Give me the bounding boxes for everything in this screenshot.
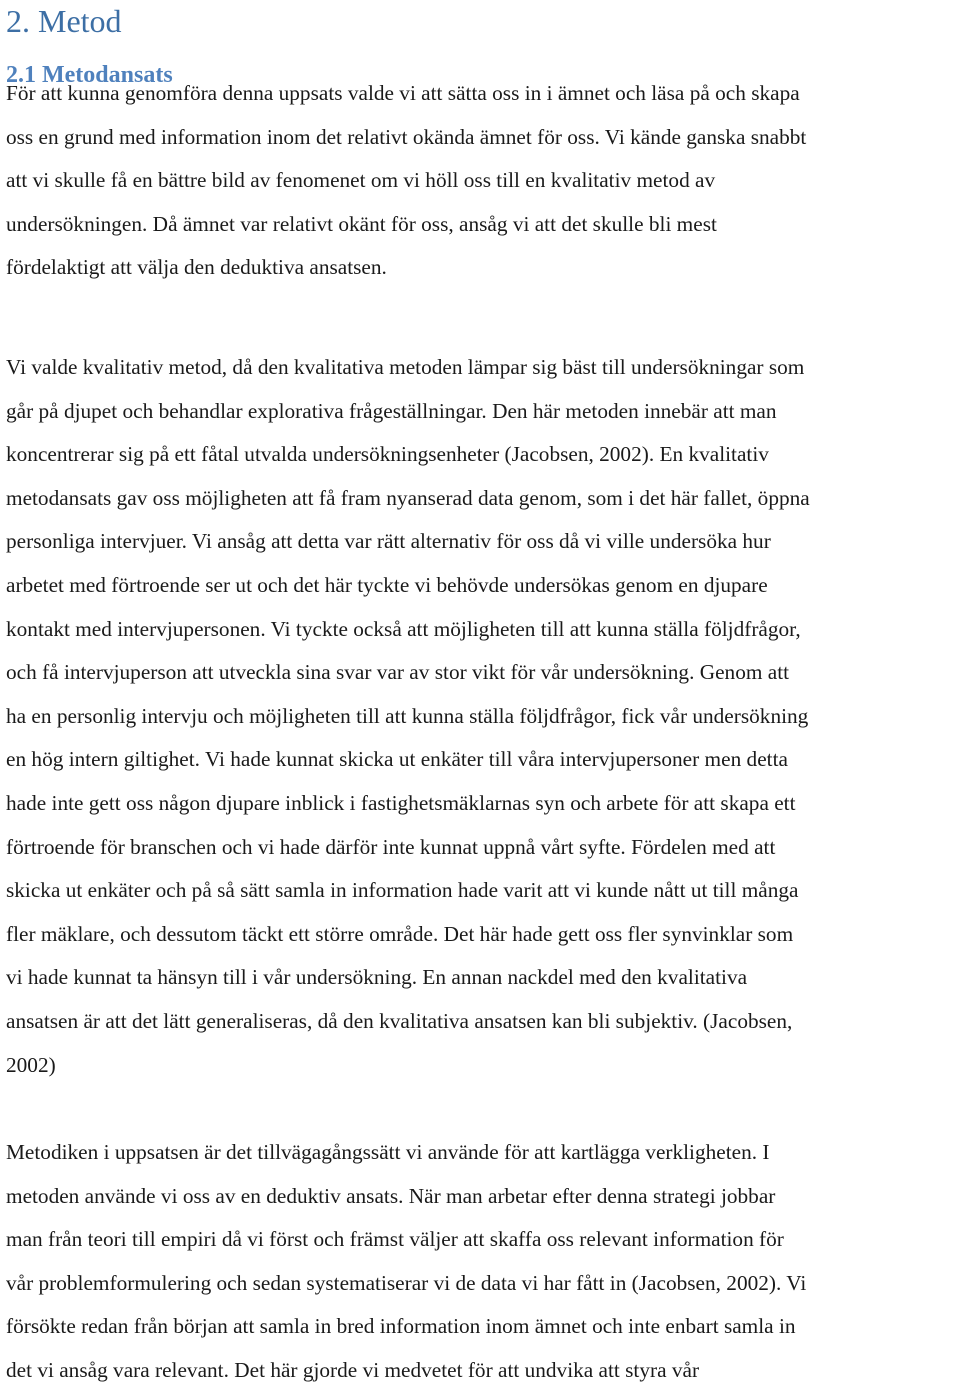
paragraph-2 bbox=[6, 346, 960, 1087]
text-line: kontakt med intervjupersonen. Vi tyckte också att möjligheten till att kunna ställa följdfrågor, bbox=[6, 616, 801, 641]
paragraph-1 bbox=[6, 72, 960, 290]
text-line: man från teori till empiri då vi först och främst väljer att skaffa oss relevant information för bbox=[6, 1227, 784, 1252]
text-line: arbetet med förtroende ser ut och det här tyckte vi behövde undersökas genom en djupare bbox=[6, 572, 768, 597]
text-line: vår problemformulering och sedan systematiserar vi de data vi har fått in (Jacobsen, 2002). Vi bbox=[6, 1270, 807, 1295]
text-line: metodansats gav oss möjligheten att få fram nyanserad data genom, som i det här fallet, öppna bbox=[6, 485, 810, 510]
section-heading: 2. Metod bbox=[6, 3, 122, 39]
text-line: Vi valde kvalitativ metod, då den kvalitativa metoden lämpar sig bäst till undersökningar som bbox=[6, 355, 805, 379]
text-line: går på djupet och behandlar explorativa frågeställningar. Den här metoden innebär att man bbox=[6, 398, 777, 423]
text-line: För att kunna genomföra denna uppsats valde vi att sätta oss in i ämnet och läsa på och skapa bbox=[6, 81, 800, 105]
text-line: att vi skulle få en bättre bild av fenomenet om vi höll oss till en kvalitativ metod av bbox=[6, 168, 716, 193]
text-line: och få intervjuperson att utveckla sina svar var av stor vikt för vår undersökning. Genom att bbox=[6, 660, 790, 685]
text-line: oss en grund med information inom det relativt okända ämnet för oss. Vi kände ganska snabbt bbox=[6, 124, 807, 149]
text-line: ha en personlig intervju och möjligheten till att kunna ställa följdfrågor, fick vår undersökning bbox=[6, 703, 809, 728]
subsection-heading: 2.1 Metodansats bbox=[6, 62, 173, 88]
text-line: vi hade kunnat ta hänsyn till i vår undersökning. En annan nackdel med den kvalitativa bbox=[6, 965, 748, 990]
text-line: förtroende för branschen och vi hade därför inte kunnat uppnå vårt syfte. Fördelen med att bbox=[6, 834, 776, 859]
text-line: Metodiken i uppsatsen är det tillvägagångssätt vi använde för att kartlägga verkligheten. I bbox=[6, 1140, 770, 1164]
text-line: ansatsen är att det lätt generaliseras, då den kvalitativa ansatsen kan bli subjektiv. (Jacobsen, bbox=[6, 1008, 793, 1033]
text-line: metoden använde vi oss av en deduktiv ansats. När man arbetar efter denna strategi jobbar bbox=[6, 1183, 776, 1208]
text-line: fler mäklare, och dessutom täckt ett större område. Det här hade gett oss fler synvinklar som bbox=[6, 921, 794, 946]
text-line: hade inte gett oss någon djupare inblick i fastighetsmäklarnas syn och arbete för att skapa ett bbox=[6, 790, 796, 815]
text-line: personliga intervjuer. Vi ansåg att detta var rätt alternativ för oss då vi ville undersöka hur bbox=[6, 529, 771, 554]
text-line: försökte redan från början att samla in bred information inom ämnet och inte enbart samla in bbox=[6, 1314, 796, 1339]
text-line: undersökningen. Då ämnet var relativt okänt för oss, ansåg vi att det skulle bli mest bbox=[6, 211, 717, 236]
text-line: 2002) bbox=[6, 1052, 56, 1077]
paragraph-3 bbox=[6, 1131, 960, 1385]
text-line: det vi ansåg vara relevant. Det här gjorde vi medvetet för att undvika att styra vår bbox=[6, 1357, 700, 1382]
text-line: en hög intern giltighet. Vi hade kunnat skicka ut enkäter till våra intervjupersoner men detta bbox=[6, 747, 788, 772]
text-line: skicka ut enkäter och på så sätt samla in information hade varit att vi kunde nått ut till många bbox=[6, 878, 799, 903]
text-line: koncentrerar sig på ett fåtal utvalda undersökningsenheter (Jacobsen, 2002). En kvalitativ bbox=[6, 442, 769, 467]
text-line: fördelaktigt att välja den deduktiva ansatsen. bbox=[6, 255, 387, 280]
